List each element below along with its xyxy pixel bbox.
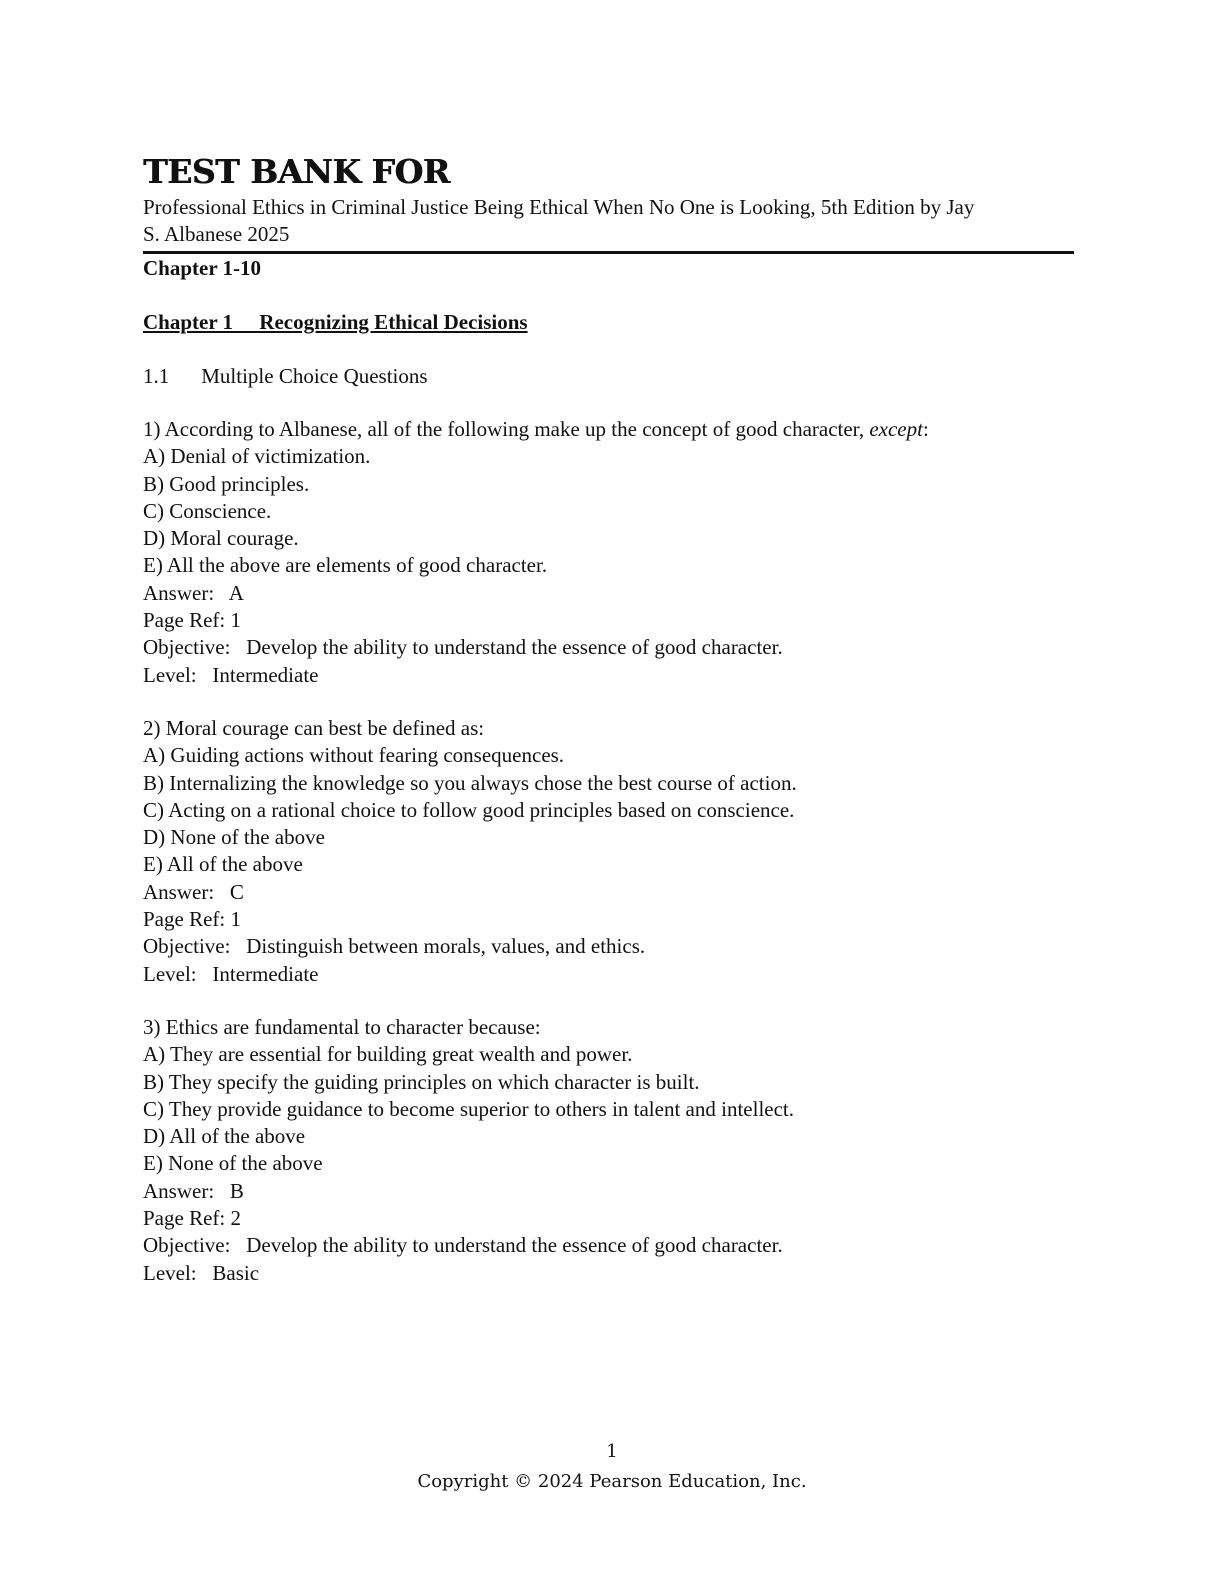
page-ref: Page Ref: 1 [143, 907, 241, 932]
option-b: B) Internalizing the knowledge so you always chose the best course of action. [143, 770, 797, 795]
option-c: C) Acting on a rational choice to follow good principles based on conscience. [143, 797, 795, 822]
section-title: Multiple Choice Questions [201, 364, 428, 388]
objective: Objective: Distinguish between morals, values, and ethics. [143, 934, 646, 959]
section-number: 1.1 [143, 364, 170, 388]
answer: Answer: B [143, 1178, 244, 1203]
option-a: A) Guiding actions without fearing consequences. [143, 743, 565, 768]
subtitle-line-1: Professional Ethics in Criminal Justice Being Ethical When No One is Looking, 5th Edition by Jay [143, 195, 975, 219]
question-prompt: 2) Moral courage can best be defined as: [143, 715, 485, 740]
page-number: 1 [606, 1441, 618, 1462]
option-d: D) None of the above [143, 825, 325, 850]
option-e: E) All of the above [143, 852, 303, 877]
option-d: D) All of the above [143, 1124, 306, 1149]
document-page [143, 150, 1074, 1287]
chapter-heading: Chapter 1 Recognizing Ethical Decisions [143, 310, 528, 334]
question-prompt: 1) According to Albanese, all of the following make up the concept of good character, except: [143, 417, 929, 441]
question-prompt: 3) Ethics are fundamental to character because: [143, 1014, 541, 1039]
option-a: A) Denial of victimization. [143, 444, 371, 469]
chapter-range: Chapter 1-10 [143, 256, 262, 280]
option-c: C) Conscience. [143, 498, 272, 523]
objective: Objective: Develop the ability to understand the essence of good character. [143, 635, 783, 660]
document-title: TEST BANK FOR [143, 152, 450, 191]
level: Level: Intermediate [143, 662, 319, 687]
level: Level: Basic [143, 1260, 260, 1285]
objective: Objective: Develop the ability to understand the essence of good character. [143, 1233, 783, 1258]
page-ref: Page Ref: 1 [143, 608, 241, 633]
level: Level: Intermediate [143, 961, 319, 986]
answer: Answer: A [143, 580, 244, 605]
option-b: B) They specify the guiding principles on which character is built. [143, 1069, 700, 1094]
answer: Answer: C [143, 879, 244, 904]
option-c: C) They provide guidance to become superior to others in talent and intellect. [143, 1096, 794, 1121]
option-e: E) None of the above [143, 1151, 323, 1176]
question-1 [143, 416, 1074, 689]
option-a: A) They are essential for building great wealth and power. [143, 1042, 633, 1067]
option-b: B) Good principles. [143, 471, 310, 496]
section-heading [143, 362, 1074, 390]
option-e: E) All the above are elements of good character. [143, 553, 548, 578]
page-ref: Page Ref: 2 [143, 1206, 241, 1231]
copyright-notice: Copyright © 2024 Pearson Education, Inc. [417, 1471, 807, 1492]
question-3 [143, 1014, 1074, 1287]
option-d: D) Moral courage. [143, 526, 299, 551]
subtitle-line-2: S. Albanese 2025 [143, 222, 290, 246]
question-2 [143, 715, 1074, 988]
